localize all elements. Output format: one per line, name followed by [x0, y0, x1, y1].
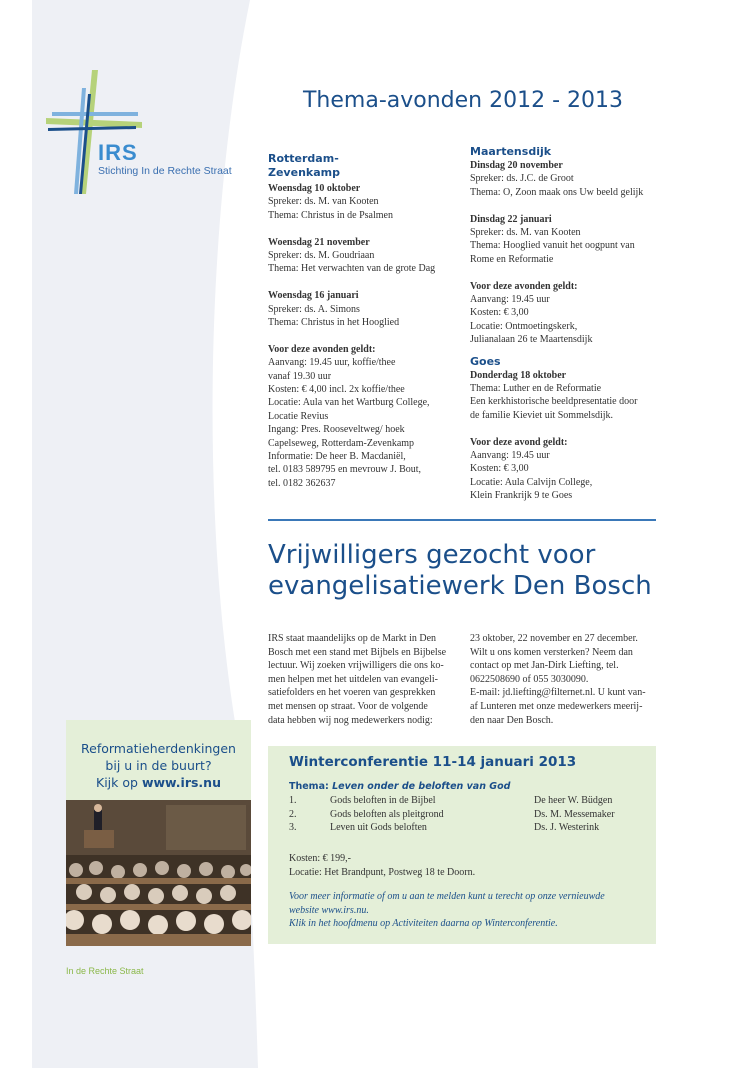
text-line: lectuur. Wij zoeken vrijwilligers die ons ko- [268, 660, 444, 672]
section-divider [268, 519, 656, 521]
text-line: men helpen met het uitdelen van evangeli- [268, 673, 438, 685]
maartensdijk-goes-column [470, 145, 658, 503]
talk-row [289, 821, 649, 835]
winter-location: Locatie: Het Brandpunt, Postweg 18 te Doorn. [289, 866, 476, 878]
talk-row [289, 794, 649, 808]
info-line: Klein Frankrijk 9 te Goes [470, 490, 573, 502]
event-theme: Thema: Christus in het Hooglied [268, 317, 400, 329]
info-line: Aanvang: 19.45 uur [470, 294, 550, 306]
promo-line: Reformatieherdenkingen [81, 741, 236, 756]
talk-speaker: Ds. M. Messemaker [534, 808, 615, 820]
info-line: Locatie: Ontmoetingskerk, [470, 320, 578, 332]
talk-title: Gods beloften als pleitgrond [330, 808, 444, 820]
info-line: Locatie: Aula van het Wartburg College, [268, 397, 430, 409]
text-line: IRS staat maandelijks op de Markt in Den [268, 633, 437, 644]
text-line: 23 oktober, 22 november en 27 december. [470, 633, 638, 644]
winter-thema-value: Leven onder de beloften van God [332, 781, 511, 792]
talk-row [289, 808, 649, 822]
event-speaker: Spreker: ds. M. Goudriaan [268, 250, 375, 262]
event-date: Dinsdag 20 november [470, 160, 563, 171]
irs-logo-cross-icon [42, 68, 252, 198]
text-line: met mensen op straat. Voor de volgende [268, 700, 428, 712]
info-line: vanaf 19.30 uur [268, 370, 332, 382]
event-date: Dinsdag 22 januari [470, 213, 552, 225]
talk-number: 2. [289, 808, 297, 820]
promo-text [66, 740, 251, 791]
info-heading: Voor deze avonden geldt: [470, 280, 578, 292]
info-line: tel. 0182 362637 [268, 477, 336, 489]
volunteers-heading-line: Vrijwilligers gezocht voor [268, 540, 596, 570]
info-line: Capelseweg, Rotterdam-Zevenkamp [268, 437, 415, 449]
text-line: Wilt u ons komen versterken? Neem dan [470, 646, 633, 658]
info-line: Kosten: € 3,00 [470, 307, 529, 319]
event-theme: Thema: Christus in de Psalmen [268, 209, 393, 221]
event-line: de familie Kieviet uit Sommelsdijk. [470, 409, 614, 421]
info-line: Aanvang: 19.45 uur [470, 450, 550, 462]
text-line: af Lunteren met onze medewerkers meerij- [470, 700, 643, 712]
volunteers-heading-line: evangelisatiewerk Den Bosch [268, 571, 652, 601]
winter-more-info [289, 890, 649, 931]
place-name: Rotterdam- [268, 152, 339, 165]
audience-photo [66, 800, 251, 946]
logo-name: IRS [98, 140, 138, 165]
text-line: contact op met Jan-Dirk Liefting, tel. [470, 660, 619, 672]
talk-speaker: Ds. J. Westerink [534, 822, 600, 834]
place-name: Maartensdijk [470, 145, 552, 158]
volunteers-heading [268, 540, 688, 602]
info-line: Locatie Revius [268, 410, 329, 422]
info-line: tel. 0183 589795 en mevrouw J. Bout, [268, 464, 422, 476]
info-line: Kosten: € 3,00 [470, 463, 529, 475]
event-line: Een kerkhistorische beeldpresentatie door [470, 396, 638, 408]
talk-title: Leven uit Gods beloften [330, 822, 427, 834]
event-theme: Thema: O, Zoon maak ons Uw beeld gelijk [470, 186, 644, 198]
more-info-line: Klik in het hoofdmenu op Activiteiten daarna op Winterconferentie. [289, 918, 558, 930]
event-theme: Thema: Hooglied vanuit het oogpunt van [470, 240, 635, 252]
info-line: Julianalaan 26 te Maartensdijk [470, 334, 593, 346]
talk-number: 3. [289, 822, 297, 834]
talk-number: 1. [289, 795, 297, 806]
place-name: Goes [470, 354, 501, 368]
page-title: Thema-avonden 2012 - 2013 [302, 88, 623, 113]
event-date: Woensdag 21 november [268, 236, 370, 248]
info-line: Locatie: Aula Calvijn College, [470, 476, 593, 488]
winter-talks [289, 794, 649, 835]
winter-practical [289, 852, 649, 879]
event-speaker: Spreker: ds. A. Simons [268, 303, 360, 315]
info-heading: Voor deze avond geldt: [470, 436, 568, 448]
event-speaker: Spreker: ds. J.C. de Groot [470, 173, 574, 185]
promo-line [66, 774, 251, 791]
info-line: Aanvang: 19.45 uur, koffie/thee [268, 357, 396, 369]
event-theme: Rome en Reformatie [470, 253, 554, 265]
info-line: Ingang: Pres. Rooseveltweg/ hoek [268, 424, 405, 436]
event-theme: Thema: Het verwachten van de grote Dag [268, 263, 436, 275]
event-date: Woensdag 10 oktober [268, 183, 361, 194]
event-date: Woensdag 16 januari [268, 290, 359, 302]
place-name: Zevenkamp [268, 166, 340, 179]
event-speaker: Spreker: ds. M. van Kooten [470, 227, 581, 239]
volunteers-text-col2 [470, 632, 658, 727]
text-line: E-mail: jd.liefting@filternet.nl. U kunt van- [470, 687, 646, 699]
more-info-line[interactable]: website www.irs.nu. [289, 904, 369, 916]
winter-costs: Kosten: € 199,- [289, 853, 351, 864]
talk-title: Gods beloften in de Bijbel [330, 795, 436, 806]
winter-title: Winterconferentie 11-14 januari 2013 [289, 754, 577, 770]
talk-speaker: De heer W. Büdgen [534, 795, 613, 806]
event-speaker: Spreker: ds. M. van Kooten [268, 196, 379, 208]
promo-link[interactable]: www.irs.nu [141, 775, 221, 790]
info-line: Kosten: € 4,00 incl. 2x koffie/thee [268, 384, 405, 396]
text-line: Bosch met een stand met Bijbels en Bijbelse [268, 646, 447, 658]
winter-thema-label: Thema: [289, 781, 333, 792]
promo-line: bij u in de buurt? [105, 758, 212, 773]
text-line: satiefolders en het voeren van gesprekken [268, 687, 436, 699]
info-heading: Voor deze avonden geldt: [268, 343, 376, 355]
text-line: den naar Den Bosch. [470, 714, 554, 726]
info-line: Informatie: De heer B. Macdaniël, [268, 451, 406, 463]
promo-prefix: Kijk op [96, 775, 142, 790]
event-date: Donderdag 18 oktober [470, 369, 567, 381]
event-line: Thema: Luther en de Reformatie [470, 383, 602, 395]
text-line: 0622508690 of 055 3030090. [470, 673, 589, 685]
rotterdam-column [268, 152, 456, 490]
more-info-line: Voor meer informatie of om u aan te melden kunt u terecht op onze vernieuwde [289, 891, 605, 902]
page-footer: In de Rechte Straat [66, 966, 144, 976]
winter-thema [289, 781, 510, 792]
text-line: data hebben wij nog medewerkers nodig: [268, 714, 433, 726]
logo-subtitle: Stichting In de Rechte Straat [98, 165, 232, 177]
volunteers-text-col1 [268, 632, 456, 727]
